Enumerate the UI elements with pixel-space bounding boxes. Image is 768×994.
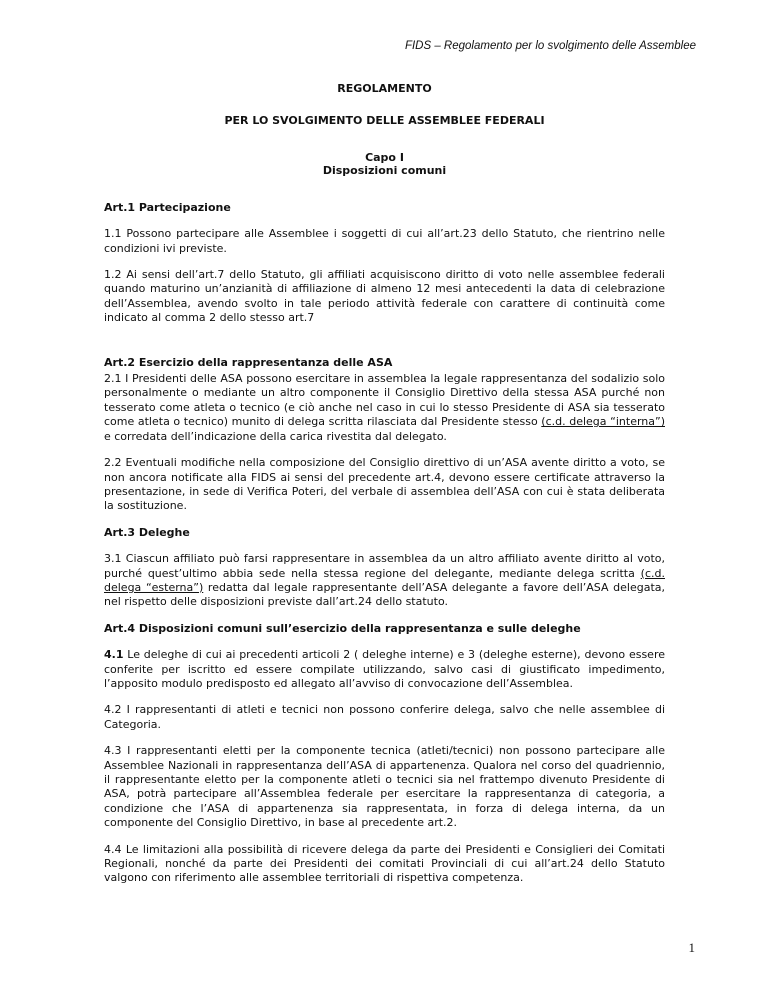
running-header: FIDS – Regolamento per lo svolgimento delle Assemblee xyxy=(404,40,696,52)
chapter-title: Disposizioni comuni xyxy=(322,163,447,177)
article-3-heading: Art.3 Deleghe xyxy=(104,525,190,539)
article-1-paragraph-1: 1.1 Possono partecipare alle Assemblee i soggetti di cui all’art.23 dello Statuto, che rientrino nelle condizioni ivi previste. xyxy=(104,227,665,255)
article-1-heading: Art.1 Partecipazione xyxy=(104,200,231,214)
article-2-paragraph-1 xyxy=(104,372,665,444)
article-4-paragraph-2: 4.2 I rappresentanti di atleti e tecnici non possono conferire delega, salvo che nelle assemblee di Categoria. xyxy=(104,703,665,731)
chapter-heading xyxy=(104,151,665,177)
article-2-paragraph-2: 2.2 Eventuali modifiche nella composizione del Consiglio direttivo di un’ASA avente diritto a voto, se non ancora notificate alla FIDS ai sensi del precedente art.4, devono essere certificate attraverso la presentazione, in sede di Verifica Poteri, del verbale di assemblea dell’ASA con cui è stata deliberata la sostituzione. xyxy=(104,456,665,513)
document-subtitle: PER LO SVOLGIMENTO DELLE ASSEMBLEE FEDERALI xyxy=(224,114,545,128)
article-4-paragraph-1 xyxy=(104,648,665,691)
article-4-heading: Art.4 Disposizioni comuni sull’esercizio della rappresentanza e sulle deleghe xyxy=(104,621,581,635)
article-1-paragraph-2: 1.2 Ai sensi dell’art.7 dello Statuto, gli affiliati acquisiscono diritto di voto nelle assemblee federali quando maturino un’anzianità di affiliazione di almeno 12 mesi antecedenti la data di celebrazione dell’Assemblea, avendo svolto in tale periodo attività federale con carattere di continuità come indicato al comma 2 dello stesso art.7 xyxy=(104,268,665,325)
article-2-paragraph-1-text: 2.1 I Presidenti delle ASA possono esercitare in assemblea la legale rappresentanza del sodalizio solo personalmente o mediante un altro componente il Consiglio Direttivo della stessa ASA purché non tesserato come atleta o tecnico (e ciò anche nel caso in cui lo stesso Presidente di ASA sia tesserato come atleta o tecnico) munito di delega scritta rilasciata dal Presidente stesso xyxy=(104,372,665,429)
chapter-number: Capo I xyxy=(365,150,404,164)
article-3-paragraph-1 xyxy=(104,552,665,610)
article-4-paragraph-3: 4.3 I rappresentanti eletti per la componente tecnica (atleti/tecnici) non possono partecipare alle Assemblee Nazionali in rappresentanza dell’ASA di appartenenza. Qualora nel corso del quadriennio, il rappresentante eletto per la componente atleti o tecnici sia nel frattempo divenuto Presidente di ASA, potrà partecipare all’Assemblea federale per esercitare la rappresentanza di categoria, a condizione che l’ASA di appartenenza sia rappresentata, in forza di delega interna, da un componente del Consiglio Direttivo, in base al precedente art.2. xyxy=(104,744,665,830)
delega-interna-term: (c.d. delega “interna”) xyxy=(541,415,665,429)
article-4-paragraph-1-number: 4.1 xyxy=(104,648,124,662)
delega-esterna-term: (c.d. delega “esterna”) xyxy=(104,566,665,594)
article-2-heading: Art.2 Esercizio della rappresentanza delle ASA xyxy=(104,355,393,369)
document-body xyxy=(104,82,665,886)
page-number: 1 xyxy=(688,940,695,955)
article-2-paragraph-1-end: e corredata dell’indicazione della carica rivestita dal delegato. xyxy=(104,429,447,443)
document-title: REGOLAMENTO xyxy=(337,82,432,95)
article-4-paragraph-4: 4.4 Le limitazioni alla possibilità di ricevere delega da parte dei Presidenti e Consiglieri dei Comitati Regionali, nonché da parte dei Presidenti dei comitati Provinciali di cui all’art.24 dello Statuto valgono con riferimento alle assemblee territoriali di rispettiva competenza. xyxy=(104,842,665,885)
article-3-paragraph-1-end: redatta dal legale rappresentante dell’ASA delegante a favore dell’ASA delegata, nel rispetto delle disposizioni previste dall’art.24 dello statuto. xyxy=(104,580,665,609)
article-4-paragraph-1-text: Le deleghe di cui ai precedenti articoli 2 ( deleghe interne) e 3 (deleghe esterne), devono essere conferite per iscritto ed essere compilate utilizzando, salvo casi di giustificato impedimento, l’apposito modulo predisposto ed allegato all’avviso di convocazione dell’Assemblea. xyxy=(104,648,665,690)
article-3-paragraph-1-text: 3.1 Ciascun affiliato può farsi rappresentare in assemblea da un altro affiliato avente diritto al voto, purché quest’ultimo abbia sede nella stessa regione del delegante, mediante delega scritta xyxy=(104,552,665,580)
